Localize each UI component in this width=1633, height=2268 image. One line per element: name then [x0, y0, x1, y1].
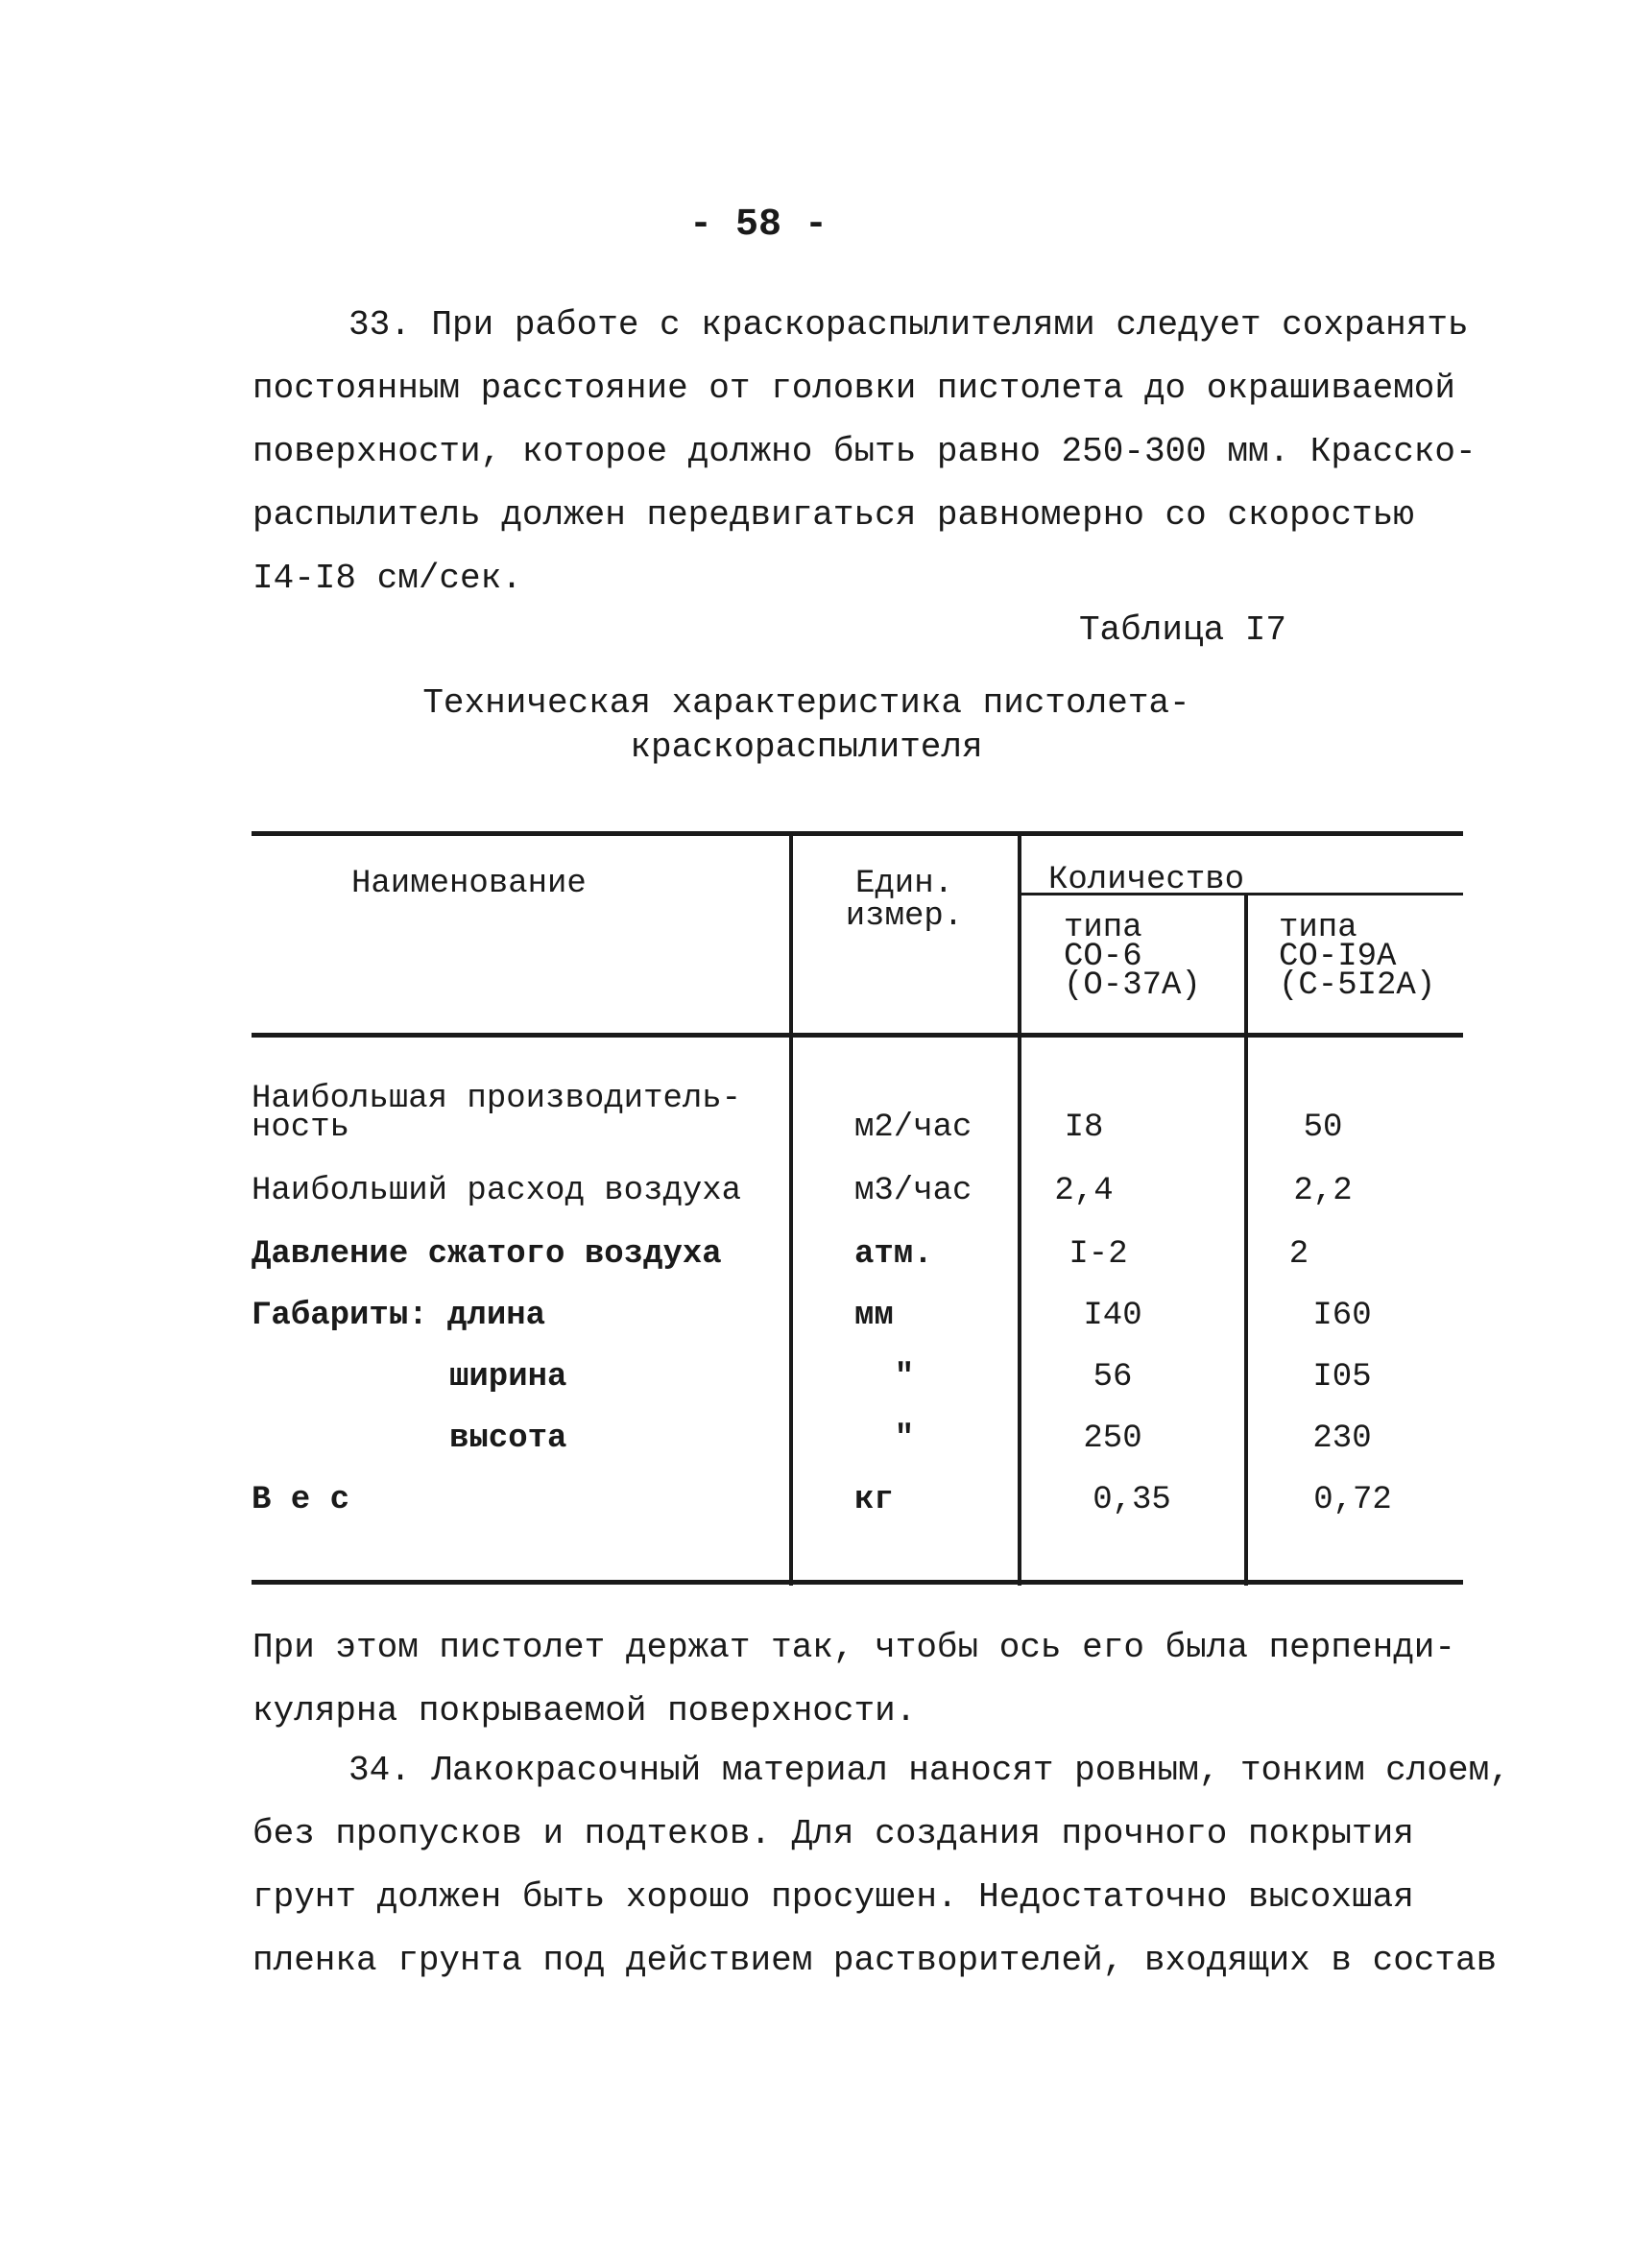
- spec-table: [252, 831, 1463, 1586]
- row-unit: ": [894, 1420, 915, 1457]
- row-name: высота: [449, 1420, 567, 1457]
- row-value-type2: I05: [1312, 1359, 1372, 1396]
- row-name: Давление сжатого воздуха: [252, 1236, 722, 1273]
- table-title-line: Техническая характеристика пистолета-: [422, 683, 1190, 723]
- header-type1: (О-37А): [1064, 967, 1201, 1004]
- header-type2: типа: [1279, 910, 1357, 946]
- row-value-type2: 50: [1303, 1110, 1343, 1146]
- header-type2: (С-5I2А): [1279, 967, 1436, 1004]
- text-line: распылитель должен передвигаться равномерно со скоростью: [252, 495, 1414, 535]
- text-line: 33. При работе с краскораспылителями следует сохранять: [348, 305, 1469, 345]
- table-bottom-rule: [252, 1580, 1463, 1585]
- row-value-type2: 2: [1288, 1236, 1309, 1273]
- row-value-type1: 2,4: [1054, 1173, 1114, 1209]
- table-title-line: краскораспылителя: [630, 728, 983, 767]
- text-line: постоянным расстояние от головки пистолета до окрашиваемой: [252, 369, 1456, 408]
- row-value-type2: 2,2: [1293, 1173, 1353, 1209]
- row-unit: м3/час: [854, 1173, 973, 1209]
- header-type1: типа: [1064, 910, 1142, 946]
- header-name: Наименование: [351, 866, 587, 902]
- row-value-type1: I-2: [1069, 1236, 1128, 1273]
- header-unit: измер.: [845, 898, 964, 935]
- header-bottom-rule: [252, 1033, 1463, 1038]
- text-line: без пропусков и подтеков. Для создания прочного покрытия: [252, 1814, 1414, 1853]
- column-divider: [789, 831, 793, 1586]
- row-value-type1: 250: [1083, 1420, 1142, 1457]
- paragraph-33: [252, 294, 1477, 610]
- row-name: Наибольшая производитель-: [252, 1081, 742, 1117]
- column-divider: [1018, 831, 1021, 1586]
- row-unit: атм.: [854, 1236, 933, 1273]
- row-name: ширина: [449, 1359, 567, 1396]
- row-unit: ": [894, 1359, 915, 1396]
- row-name: В е с: [252, 1482, 350, 1518]
- text-line: поверхности, которое должно быть равно 250-300 мм. Красско-: [252, 432, 1477, 471]
- row-value-type2: 230: [1312, 1420, 1372, 1457]
- paragraph-after-table: [252, 1616, 1462, 1743]
- row-unit: кг: [854, 1482, 894, 1518]
- row-value-type1: 56: [1093, 1359, 1133, 1396]
- row-value-type2: I60: [1312, 1298, 1372, 1334]
- header-quantity: Количество: [1048, 862, 1245, 898]
- page-number: - 58 -: [688, 203, 829, 247]
- row-name: Габариты: длина: [252, 1298, 546, 1334]
- row-unit: мм: [854, 1298, 894, 1334]
- row-unit: м2/час: [854, 1110, 973, 1146]
- table-label: Таблица I7: [1078, 610, 1286, 650]
- row-value-type1: I40: [1083, 1298, 1142, 1334]
- row-name: Наибольший расход воздуха: [252, 1173, 742, 1209]
- text-line: При этом пистолет держат так, чтобы ось его была перпенди-: [252, 1628, 1456, 1667]
- table-title: [403, 681, 1210, 770]
- row-name: ность: [252, 1110, 350, 1146]
- row-value-type2: 0,72: [1313, 1482, 1392, 1518]
- text-line: кулярна покрываемой поверхности.: [252, 1691, 917, 1731]
- row-value-type1: 0,35: [1093, 1482, 1171, 1518]
- text-line: грунт должен быть хорошо просушен. Недостаточно высохшая: [252, 1877, 1414, 1917]
- text-line: I4-I8 см/сек.: [252, 559, 522, 598]
- text-line: 34. Лакокрасочный материал наносят ровным, тонким слоем,: [348, 1751, 1510, 1790]
- text-line: пленка грунта под действием растворителей, входящих в состав: [252, 1941, 1498, 1980]
- header-unit: Един.: [854, 866, 954, 902]
- header-type1: СО-6: [1064, 939, 1142, 975]
- paragraph-34: [252, 1739, 1510, 1993]
- row-value-type1: I8: [1064, 1110, 1104, 1146]
- table-top-rule: [252, 831, 1463, 836]
- header-type2: СО-I9А: [1279, 939, 1397, 975]
